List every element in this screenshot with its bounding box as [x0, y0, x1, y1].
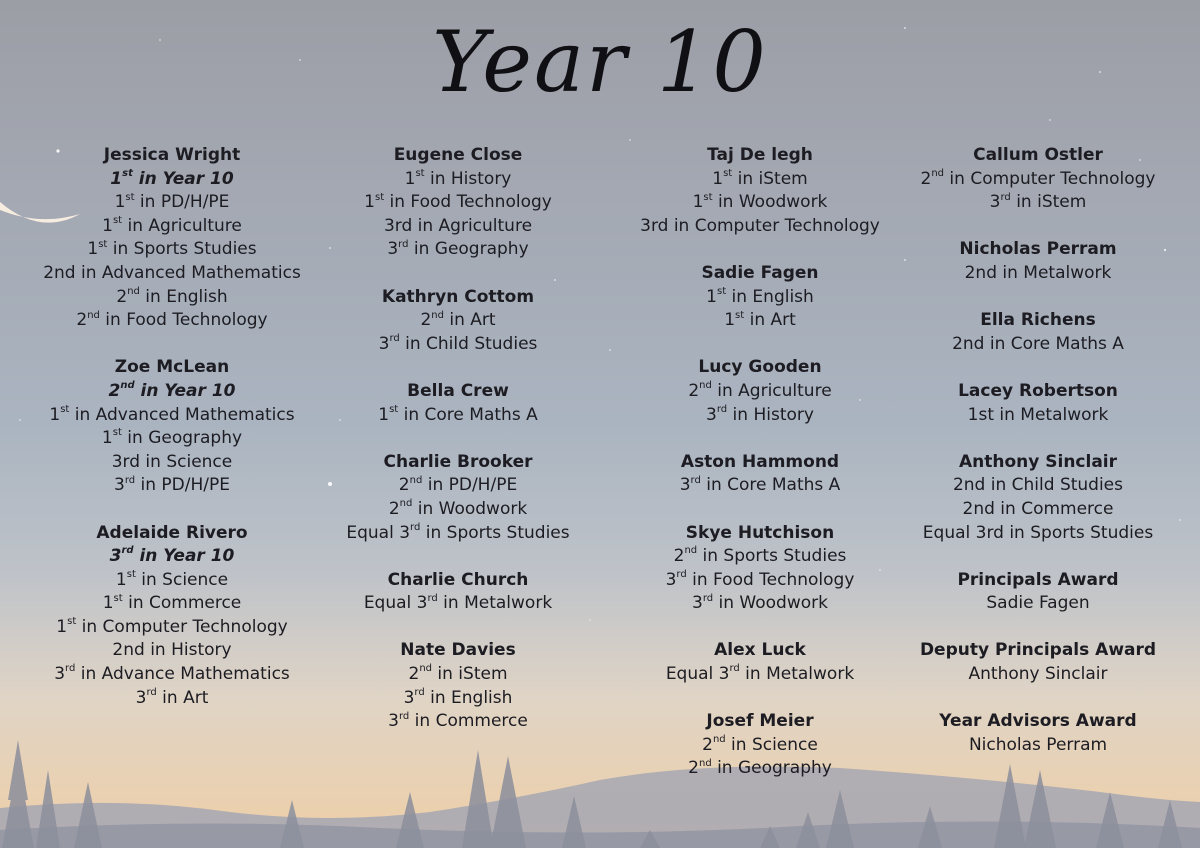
ordinal-suffix: st	[60, 403, 70, 415]
ordinal-suffix: nd	[431, 309, 444, 321]
award-line	[308, 168, 608, 192]
ordinal-suffix: nd	[931, 167, 945, 179]
ordinal-suffix: rd	[427, 592, 438, 604]
award-line	[308, 592, 608, 616]
ordinal-suffix: nd	[399, 498, 413, 510]
ordinal-suffix: st	[735, 309, 745, 321]
ordinal-suffix: rd	[690, 474, 701, 486]
student-name: Ella Richens	[980, 310, 1096, 331]
ordinal-suffix: nd	[419, 663, 432, 675]
award-text: 2	[688, 380, 700, 401]
award-text: in Geography	[121, 428, 243, 449]
award-text: in Commerce	[409, 711, 528, 732]
award-line	[22, 569, 322, 593]
student-name: Lucy Gooden	[698, 357, 822, 378]
award-text: 2	[408, 664, 420, 685]
award-text: 3	[113, 475, 125, 496]
award-line	[610, 215, 910, 239]
award-text: 3rd in Science	[111, 451, 233, 472]
student-entry	[610, 356, 910, 427]
award-text: in Sports Studies	[697, 546, 847, 567]
award-text: in iStem	[732, 168, 808, 189]
award-text: in Geography	[408, 239, 529, 260]
ordinal-suffix: rd	[676, 569, 687, 581]
award-line	[308, 663, 608, 687]
award-text: 1	[49, 404, 61, 425]
ordinal-suffix: nd	[699, 380, 712, 392]
award-line	[888, 522, 1188, 546]
ordinal-suffix: rd	[389, 333, 400, 345]
award-text: in Woodwork	[713, 593, 828, 614]
award-text: 2nd in Child Studies	[952, 475, 1124, 496]
student-name: Taj De legh	[707, 145, 813, 165]
award-text: 1	[110, 168, 123, 189]
ordinal-suffix: nd	[127, 285, 140, 297]
award-line	[888, 333, 1188, 357]
award-line	[888, 474, 1188, 498]
ordinal-suffix: st	[716, 285, 727, 297]
award-text: in Year 10	[133, 546, 235, 567]
award-text: 1	[692, 192, 704, 213]
award-text: in English	[139, 286, 228, 307]
award-line	[22, 474, 322, 498]
award-line	[22, 262, 322, 286]
award-text: 3	[665, 569, 677, 590]
student-entry	[888, 309, 1188, 356]
student-name: Year Advisors Award	[939, 711, 1137, 732]
award-text: 1	[114, 192, 126, 213]
student-name: Anthony Sinclair	[958, 451, 1118, 472]
award-text: in PD/H/PE	[134, 192, 230, 213]
award-text: in Geography	[711, 758, 832, 779]
award-line	[22, 639, 322, 663]
award-text: in Woodwork	[412, 498, 528, 519]
award-line	[610, 592, 910, 616]
award-text: in Sports Studies	[420, 522, 570, 543]
ordinal-suffix: st	[122, 167, 133, 179]
student-name: Sadie Fagen	[701, 262, 819, 283]
awards-column-2	[308, 144, 608, 757]
award-text: Sadie Fagen	[986, 593, 1090, 614]
ordinal-suffix: st	[374, 191, 385, 203]
award-line	[888, 498, 1188, 522]
award-text: 1	[724, 310, 736, 331]
ordinal-suffix: nd	[120, 380, 135, 392]
award-line	[610, 286, 910, 310]
award-text: in Child Studies	[399, 333, 538, 354]
ordinal-suffix: rd	[398, 238, 409, 250]
award-text: in Science	[135, 569, 229, 590]
award-text: 3	[989, 192, 1001, 213]
ordinal-suffix: rd	[146, 687, 157, 698]
award-text: Equal 3	[665, 664, 730, 685]
award-line	[22, 663, 322, 687]
award-text: in iStem	[432, 664, 508, 685]
award-line	[888, 734, 1188, 758]
award-text: Equal 3	[363, 593, 428, 614]
award-text: in Commerce	[122, 593, 242, 614]
student-name: Zoe McLean	[114, 357, 230, 378]
year-rank-award	[22, 380, 322, 404]
award-text: 2nd in Metalwork	[964, 262, 1112, 283]
award-text: in Computer Technology	[944, 168, 1156, 189]
award-line	[610, 663, 910, 687]
award-line	[22, 286, 322, 310]
student-name: Adelaide Rivero	[96, 522, 248, 543]
award-line	[22, 404, 322, 428]
award-text: in Science	[725, 734, 818, 755]
student-name: Charlie Brooker	[383, 451, 533, 472]
student-entry	[610, 639, 910, 686]
award-text: in Sports Studies	[107, 239, 257, 260]
award-line	[22, 616, 322, 640]
award-text: 2	[420, 310, 432, 331]
award-line	[888, 592, 1188, 616]
award-text: 2	[116, 286, 128, 307]
award-line	[308, 687, 608, 711]
award-text: in Woodwork	[712, 192, 828, 213]
award-line	[610, 474, 910, 498]
award-text: in PD/H/PE	[135, 475, 230, 496]
student-entry	[888, 639, 1188, 686]
award-text: 2	[398, 475, 410, 496]
award-line	[22, 427, 322, 451]
student-name: Lacey Robertson	[958, 380, 1118, 401]
award-line	[308, 238, 608, 262]
award-line	[610, 168, 910, 192]
student-name: Bella Crew	[407, 380, 509, 401]
award-text: 1	[101, 428, 113, 449]
award-line	[888, 663, 1188, 687]
award-text: Equal 3	[346, 522, 411, 543]
student-entry	[888, 451, 1188, 545]
award-text: in Food Technology	[686, 569, 855, 590]
student-entry	[22, 522, 322, 711]
award-text: 3	[692, 593, 703, 614]
award-text: Nicholas Perram	[968, 734, 1108, 755]
award-text: 1	[87, 239, 99, 260]
awards-column-1	[22, 144, 322, 734]
student-entry	[22, 356, 322, 498]
ordinal-suffix: rd	[65, 663, 76, 675]
award-text: 3rd in Computer Technology	[640, 215, 880, 236]
award-text: in PD/H/PE	[422, 475, 518, 496]
award-line	[308, 522, 608, 546]
ordinal-suffix: st	[113, 592, 123, 604]
student-entry	[22, 144, 322, 333]
award-line	[888, 404, 1188, 428]
student-name: Nate Davies	[400, 640, 516, 661]
ordinal-suffix: nd	[712, 734, 726, 746]
ordinal-suffix: st	[415, 167, 425, 179]
award-line	[22, 191, 322, 215]
award-text: 2	[388, 498, 400, 519]
award-text: Anthony Sinclair	[968, 664, 1108, 685]
ordinal-suffix: st	[112, 427, 122, 439]
award-text: 3	[706, 404, 717, 425]
award-line	[308, 710, 608, 734]
ordinal-suffix: rd	[410, 521, 421, 533]
award-text: in Agriculture	[711, 380, 832, 401]
ordinal-suffix: rd	[1000, 191, 1011, 203]
student-entry	[610, 710, 910, 781]
award-text: in Food Technology	[99, 310, 268, 331]
award-text: 3rd in Agriculture	[383, 215, 533, 236]
award-line	[610, 569, 910, 593]
award-line	[610, 757, 910, 781]
award-text: 2nd in Commerce	[962, 498, 1114, 519]
award-text: 2	[673, 546, 685, 567]
student-entry	[610, 451, 910, 498]
student-entry	[308, 639, 608, 733]
award-text: Equal 3rd in Sports Studies	[922, 522, 1154, 543]
award-text: 2	[688, 758, 699, 779]
ordinal-suffix: rd	[121, 545, 134, 557]
award-line	[610, 380, 910, 404]
award-text: 1st in Metalwork	[967, 404, 1109, 425]
award-text: in Metalwork	[739, 664, 855, 685]
ordinal-suffix: rd	[729, 663, 740, 675]
ordinal-suffix: rd	[414, 687, 425, 698]
award-text: in iStem	[1010, 192, 1087, 213]
award-text: in History	[424, 168, 512, 189]
award-text: in Agriculture	[122, 215, 242, 236]
award-text: in Art	[443, 310, 496, 331]
award-line	[22, 687, 322, 711]
student-name: Deputy Principals Award	[919, 640, 1157, 661]
ordinal-suffix: rd	[124, 474, 136, 486]
award-line	[308, 474, 608, 498]
award-text: in Art	[744, 310, 796, 331]
student-entry	[610, 144, 910, 238]
award-text: 1	[56, 616, 68, 637]
ordinal-suffix: st	[98, 238, 108, 250]
award-text: 1	[706, 286, 717, 307]
award-text: in History	[727, 404, 814, 425]
student-name: Kathryn Cottom	[381, 286, 535, 307]
award-text: 1	[364, 192, 375, 213]
award-text: 3	[135, 687, 147, 708]
ordinal-suffix: rd	[716, 403, 728, 415]
ordinal-suffix: nd	[698, 757, 712, 769]
award-text: 3	[378, 333, 390, 354]
ordinal-suffix: st	[126, 569, 136, 581]
student-name: Nicholas Perram	[959, 239, 1117, 260]
award-text: 2	[76, 310, 88, 331]
award-text: in Art	[156, 687, 209, 708]
award-line	[610, 545, 910, 569]
student-entry	[888, 144, 1188, 215]
student-entry	[610, 522, 910, 616]
award-text: in Metalwork	[437, 593, 553, 614]
award-line	[22, 215, 322, 239]
student-entry	[888, 238, 1188, 285]
award-line	[22, 451, 322, 475]
student-entry	[308, 286, 608, 357]
award-line	[22, 592, 322, 616]
award-text: in Food Technology	[384, 192, 552, 213]
student-name: Eugene Close	[393, 145, 523, 165]
ordinal-suffix: st	[112, 215, 123, 227]
award-text: 3	[109, 546, 122, 567]
award-line	[610, 734, 910, 758]
student-name: Jessica Wright	[103, 145, 241, 165]
ordinal-suffix: st	[125, 191, 135, 203]
award-text: 3	[387, 239, 399, 260]
ordinal-suffix: rd	[398, 710, 410, 722]
award-text: in Year 10	[134, 380, 236, 401]
award-text: 1	[378, 404, 390, 425]
student-name: Alex Luck	[714, 640, 806, 661]
award-text: in Computer Technology	[76, 616, 288, 637]
award-text: in Advanced Mathematics	[69, 404, 295, 425]
student-entry	[308, 569, 608, 616]
student-name: Josef Meier	[706, 711, 814, 732]
award-line	[888, 168, 1188, 192]
award-line	[308, 191, 608, 215]
award-text: 3	[403, 687, 415, 708]
award-text: 1	[404, 168, 416, 189]
award-line	[308, 404, 608, 428]
ordinal-suffix: rd	[702, 592, 714, 604]
student-entry	[308, 144, 608, 262]
award-text: 2	[108, 380, 121, 401]
student-entry	[888, 569, 1188, 616]
student-name: Charlie Church	[387, 569, 529, 590]
student-name: Aston Hammond	[680, 451, 840, 472]
awards-column-3	[610, 144, 910, 805]
award-text: 2	[702, 734, 713, 755]
award-text: 1	[102, 215, 113, 236]
student-name: Principals Award	[957, 569, 1119, 590]
award-line	[610, 191, 910, 215]
student-name: Skye Hutchison	[685, 522, 835, 543]
award-text: 2nd in Core Maths A	[952, 333, 1124, 354]
award-line	[308, 215, 608, 239]
student-entry	[888, 380, 1188, 427]
award-line	[610, 404, 910, 428]
ordinal-suffix: st	[703, 191, 713, 203]
student-entry	[888, 710, 1188, 757]
student-entry	[610, 262, 910, 333]
year-rank-award	[22, 168, 322, 192]
student-entry	[308, 380, 608, 427]
award-text: in Advance Mathematics	[75, 664, 290, 685]
ordinal-suffix: st	[67, 616, 77, 628]
award-line	[22, 309, 322, 333]
award-text: 3	[388, 711, 399, 732]
ordinal-suffix: st	[389, 403, 399, 415]
ordinal-suffix: nd	[409, 474, 423, 486]
award-line	[888, 191, 1188, 215]
ordinal-suffix: st	[723, 167, 733, 179]
award-line	[610, 309, 910, 333]
award-line	[308, 309, 608, 333]
student-entry	[308, 451, 608, 545]
award-text: 1	[712, 168, 724, 189]
year-rank-award	[22, 545, 322, 569]
award-line	[308, 498, 608, 522]
award-text: in English	[726, 286, 814, 307]
award-text: 3	[679, 475, 691, 496]
award-text: 1	[102, 593, 114, 614]
award-text: in Core Maths A	[398, 404, 538, 425]
page-title: Year 10	[432, 13, 768, 111]
awards-column-4	[888, 144, 1188, 781]
award-text: 2	[920, 168, 932, 189]
award-text: 1	[115, 569, 127, 590]
award-line	[22, 238, 322, 262]
award-text: 2nd in Advanced Mathematics	[43, 262, 301, 283]
award-line	[308, 333, 608, 357]
award-line	[888, 262, 1188, 286]
award-text: 3	[54, 664, 66, 685]
award-text: in Core Maths A	[700, 475, 841, 496]
ordinal-suffix: nd	[684, 545, 698, 557]
award-text: in Year 10	[132, 168, 234, 189]
student-name: Callum Ostler	[973, 145, 1103, 165]
award-text: 2nd in History	[112, 640, 232, 661]
award-text: in English	[424, 687, 513, 708]
ordinal-suffix: nd	[87, 309, 100, 321]
